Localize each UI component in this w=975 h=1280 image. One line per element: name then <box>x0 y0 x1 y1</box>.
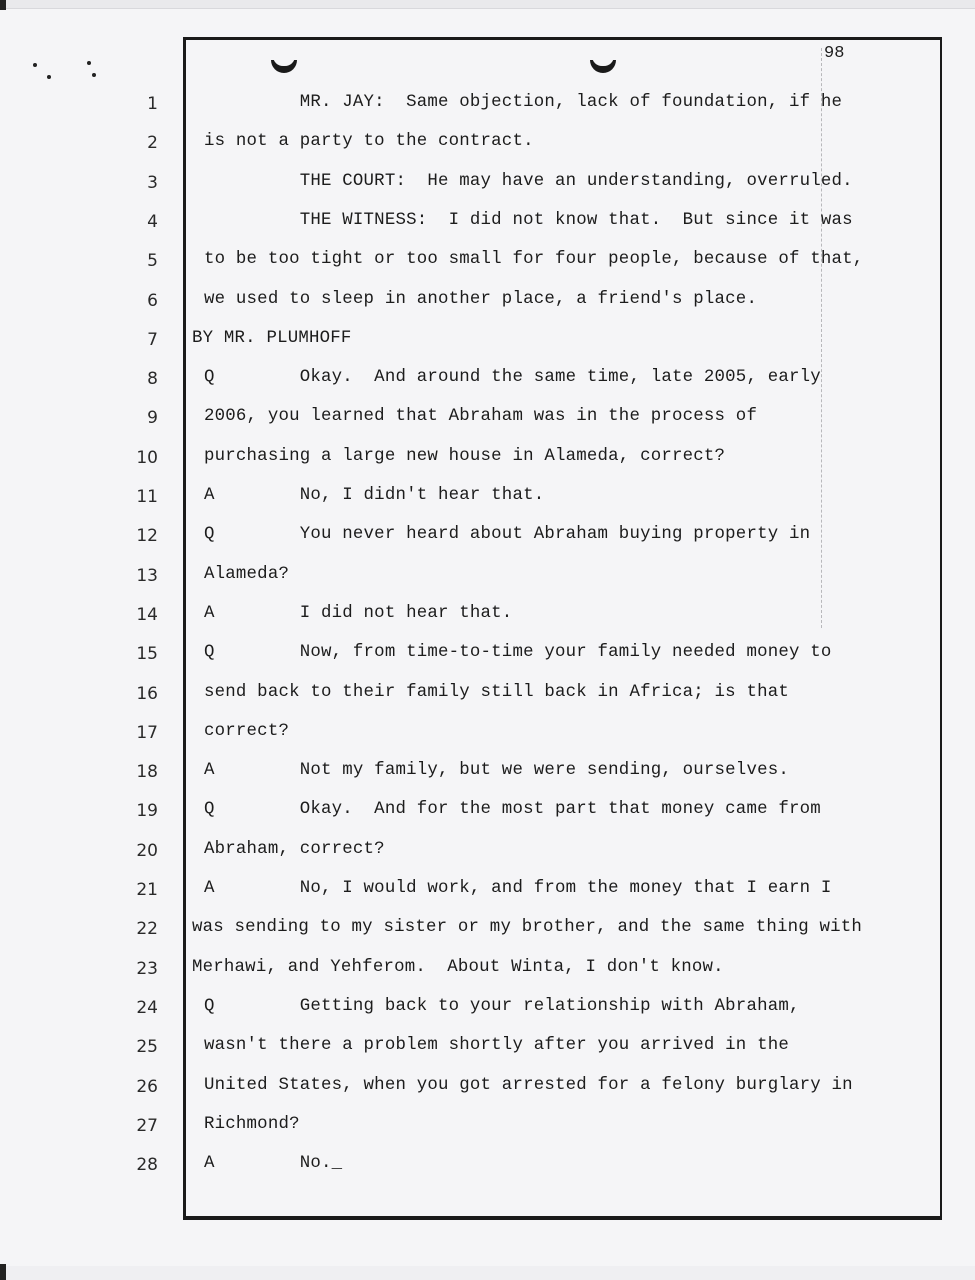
transcript-line: A No, I didn't hear that. <box>204 486 545 505</box>
line-number: 19 <box>136 801 158 822</box>
line-number: 13 <box>136 565 158 586</box>
line-number: 14 <box>136 604 158 625</box>
line-number: 24 <box>136 997 158 1018</box>
line-number: 11 <box>136 487 158 507</box>
scan-speck <box>47 75 51 79</box>
transcript-line: to be too tight or too small for four people, because of that, <box>204 250 864 270</box>
line-number: 2 <box>147 133 158 154</box>
transcript-line: Q Getting back to your relationship with Abraham, <box>204 996 800 1016</box>
transcript-line: is not a party to the contract. <box>204 132 534 152</box>
transcript-line: send back to their family still back in Africa; is that <box>204 682 789 702</box>
transcript-line: BY MR. PLUMHOFF <box>192 328 352 348</box>
transcript-line: Q Now, from time-to-time your family needed money to <box>204 643 832 663</box>
scan-bottom-edge <box>0 1266 975 1280</box>
transcript-line: A Not my family, but we were sending, ourselves. <box>204 761 789 781</box>
transcript-line: Merhawi, and Yehferom. About Winta, I don't know. <box>192 957 724 977</box>
line-number: 20 <box>136 840 158 861</box>
line-number: 10 <box>136 447 158 468</box>
line-number: 21 <box>136 880 158 900</box>
scan-speck <box>92 73 96 77</box>
transcript-line: 2006, you learned that Abraham was in the process of <box>204 407 758 427</box>
transcript-line: United States, when you got arrested for a felony burglary in <box>204 1075 853 1095</box>
transcript-line: A I did not hear that. <box>204 603 513 623</box>
line-number: 28 <box>136 1155 158 1176</box>
line-number: 25 <box>136 1037 158 1058</box>
transcript-line: Q You never heard about Abraham buying property in <box>204 525 811 545</box>
transcript-line: THE COURT: He may have an understanding, overruled. <box>204 171 853 191</box>
line-number: 6 <box>147 290 158 311</box>
line-number: 9 <box>147 408 158 429</box>
line-number: 17 <box>136 722 158 743</box>
scan-corner-mark <box>0 1264 6 1280</box>
line-number: 16 <box>136 683 158 704</box>
line-number: 7 <box>147 329 158 350</box>
transcript-line: wasn't there a problem shortly after you arrived in the <box>204 1036 789 1056</box>
line-number: 26 <box>136 1076 158 1097</box>
transcript-line: was sending to my sister or my brother, and the same thing with <box>192 918 863 938</box>
line-number: 8 <box>147 369 158 390</box>
transcript-line: A No._ <box>204 1154 343 1174</box>
scan-corner-mark <box>0 0 6 10</box>
scan-speck <box>33 63 37 67</box>
page-number: 98 <box>824 44 845 63</box>
line-number: 15 <box>136 644 158 665</box>
transcript-line: Q Okay. And around the same time, late 2005, early <box>204 368 821 388</box>
transcript-line: we used to sleep in another place, a friend's place. <box>204 289 758 309</box>
scan-speck <box>87 61 91 65</box>
transcript-line: MR. JAY: Same objection, lack of foundation, if he <box>204 93 843 112</box>
line-number: 22 <box>136 919 158 940</box>
line-number: 23 <box>136 958 158 979</box>
line-number: 1 <box>147 94 158 114</box>
line-number: 4 <box>147 211 158 232</box>
line-number: 12 <box>136 526 158 547</box>
transcript-line: A No, I would work, and from the money that I earn I <box>204 879 832 898</box>
scan-top-edge <box>0 0 975 9</box>
transcript-line: Richmond? <box>204 1114 300 1134</box>
line-number: 18 <box>136 762 158 783</box>
transcript-line: Abraham, correct? <box>204 839 385 859</box>
transcript-line: THE WITNESS: I did not know that. But since it was <box>204 210 853 230</box>
transcript-line: Alameda? <box>204 564 290 584</box>
transcript-line: purchasing a large new house in Alameda, correct? <box>204 446 726 466</box>
line-number: 5 <box>147 251 158 272</box>
scan-fold-line <box>821 48 822 628</box>
transcript-line: correct? <box>204 721 290 741</box>
transcript-line: Q Okay. And for the most part that money came from <box>204 800 821 820</box>
line-number: 3 <box>147 172 158 193</box>
line-number: 27 <box>136 1115 158 1136</box>
